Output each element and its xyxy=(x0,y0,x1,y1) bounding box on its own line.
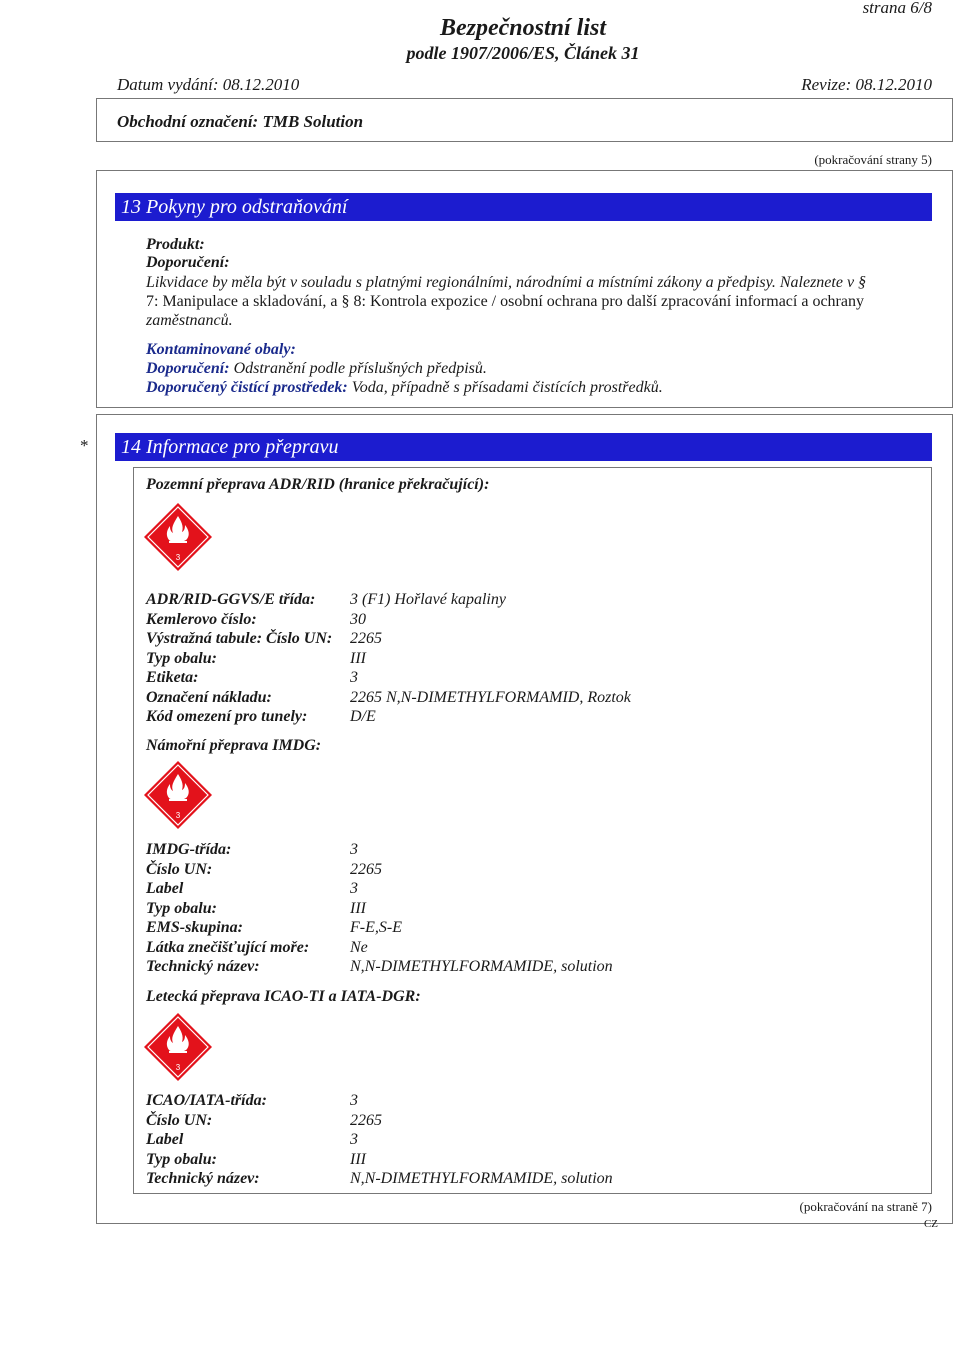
row-label: IMDG-třída: xyxy=(146,841,232,858)
row-value: Ne xyxy=(350,938,368,956)
row-label: Typ obalu: xyxy=(146,649,217,667)
recommendation-label: Doporučení: xyxy=(146,254,230,271)
cleaning-agent-value: Voda, případně s přísadami čistících prostředků. xyxy=(351,379,663,396)
row-label: Označení nákladu: xyxy=(146,688,272,706)
disposal-text-line2: 7: Manipulace a skladování, a § 8: Kontrola expozice / osobní ochrana pro další zpracování informací a ochrany xyxy=(146,293,864,310)
contaminated-recommendation xyxy=(146,359,487,378)
continued-from: (pokračování strany 5) xyxy=(814,152,932,167)
transport-content-box xyxy=(133,467,932,1194)
row-value: D/E xyxy=(350,708,376,725)
row-label: Číslo UN: xyxy=(146,1111,213,1129)
product-label: Produkt: xyxy=(146,236,205,253)
imdg-data-rows xyxy=(146,840,906,980)
row-value: 3 xyxy=(350,841,358,858)
row-value: 3 xyxy=(350,1092,358,1109)
row-label: ICAO/IATA-třída: xyxy=(146,1092,267,1109)
change-marker: * xyxy=(80,436,89,455)
row-value: 3 (F1) Hořlavé kapaliny xyxy=(350,591,506,608)
pictogram-class-number: 3 xyxy=(175,811,181,820)
row-value: 2265 N,N-DIMETHYLFORMAMID, Roztok xyxy=(350,688,631,706)
document-title: Bezpečnostní list xyxy=(439,15,607,41)
row-label: Číslo UN: xyxy=(146,860,213,878)
adr-data-rows xyxy=(146,590,906,730)
row-label: Výstražná tabule: Číslo UN: xyxy=(146,630,333,647)
recommendation2-label: Doporučení: xyxy=(146,360,230,377)
row-label: Etiketa: xyxy=(146,669,199,686)
data-row xyxy=(146,688,906,707)
disposal-text-line1: Likvidace by měla být v souladu s platnými regionálními, národními a místními zákony a předpisy. Naleznete v § xyxy=(146,274,867,291)
row-label: Technický název: xyxy=(146,1170,260,1187)
issue-date: Datum vydání: 08.12.2010 xyxy=(117,75,300,94)
row-label: Label xyxy=(146,880,184,897)
adr-heading: Pozemní přeprava ADR/RID (hranice překračující): xyxy=(146,476,490,493)
document-subtitle: podle 1907/2006/ES, Článek 31 xyxy=(406,43,640,63)
row-value: 2265 xyxy=(350,860,382,878)
row-label: Typ obalu: xyxy=(146,899,217,917)
country-code: CZ xyxy=(923,1218,938,1230)
trade-name: Obchodní označení: TMB Solution xyxy=(117,112,364,131)
row-value: 2265 xyxy=(350,630,382,647)
row-value: III xyxy=(350,649,366,667)
data-row xyxy=(146,840,906,859)
flammable-pictogram-imdg xyxy=(143,760,213,830)
row-label: Kód omezení pro tunely: xyxy=(146,708,308,725)
data-row xyxy=(146,590,906,609)
row-label: EMS-skupina: xyxy=(146,919,243,936)
continued-on: (pokračování na straně 7) xyxy=(799,1199,932,1214)
row-value: 2265 xyxy=(350,1111,382,1129)
row-label: Kemlerovo číslo: xyxy=(146,610,257,628)
disposal-text-line3: zaměstnanců. xyxy=(146,312,233,329)
row-value: 3 xyxy=(350,1131,358,1148)
data-row xyxy=(146,860,906,879)
data-row xyxy=(146,610,906,629)
recommendation2-value: Odstranění podle příslušných předpisů. xyxy=(233,360,487,377)
icao-data-rows xyxy=(146,1091,906,1191)
row-label: Label xyxy=(146,1131,184,1148)
row-value: 3 xyxy=(350,880,358,897)
data-row xyxy=(146,629,906,648)
row-value: III xyxy=(350,899,366,917)
data-row xyxy=(146,879,906,898)
data-row xyxy=(146,1169,906,1188)
section14-title: 14 Informace pro přepravu xyxy=(115,433,932,461)
cleaning-agent-label: Doporučený čistící prostředek: xyxy=(146,379,348,396)
row-value: III xyxy=(350,1150,366,1168)
data-row xyxy=(146,649,906,668)
row-label: ADR/RID-GGVS/E třída: xyxy=(146,591,316,608)
data-row xyxy=(146,918,906,937)
data-row xyxy=(146,707,906,726)
page-number: strana 6/8 xyxy=(862,0,932,17)
data-row xyxy=(146,938,906,957)
pictogram-class-number: 3 xyxy=(175,553,181,562)
cleaning-agent xyxy=(146,378,663,397)
data-row xyxy=(146,1091,906,1110)
row-value: N,N-DIMETHYLFORMAMIDE, solution xyxy=(350,1170,613,1187)
row-value: N,N-DIMETHYLFORMAMIDE, solution xyxy=(350,958,613,975)
contaminated-packaging-label: Kontaminované obaly: xyxy=(146,341,296,358)
flammable-pictogram-icao xyxy=(143,1012,213,1082)
row-label: Látka znečišťující moře: xyxy=(146,938,310,956)
trade-name-box xyxy=(96,98,953,142)
row-value: 30 xyxy=(350,610,366,628)
section13-title: 13 Pokyny pro odstraňování xyxy=(115,193,932,221)
row-label: Typ obalu: xyxy=(146,1150,217,1168)
pictogram-class-number: 3 xyxy=(175,1063,181,1072)
data-row xyxy=(146,1111,906,1130)
data-row xyxy=(146,899,906,918)
data-row xyxy=(146,957,906,976)
row-value: F-E,S-E xyxy=(350,919,402,936)
data-row xyxy=(146,1150,906,1169)
revision-date: Revize: 08.12.2010 xyxy=(801,75,932,94)
data-row xyxy=(146,1130,906,1149)
row-label: Technický název: xyxy=(146,958,260,975)
data-row xyxy=(146,668,906,687)
imdg-heading: Námořní přeprava IMDG: xyxy=(146,737,322,754)
flammable-pictogram-adr xyxy=(143,502,213,572)
icao-heading: Letecká přeprava ICAO-TI a IATA-DGR: xyxy=(146,988,421,1005)
row-value: 3 xyxy=(350,669,358,686)
